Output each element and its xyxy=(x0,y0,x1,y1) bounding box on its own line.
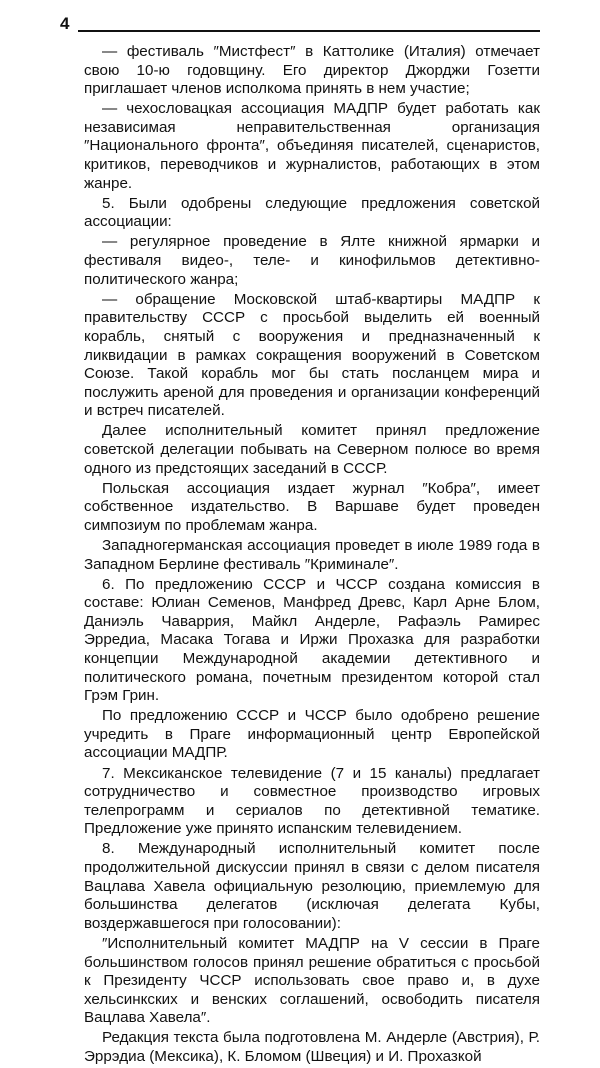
article-body xyxy=(84,43,540,1068)
paragraph-item-8: 8. Международный исполнительный комитет после продолжительной дискуссии принял в связи с делом писателя Вацлава Хавела официальную резолюцию, приемлемую для большинства делегатов (исключая делегата Кубы, воздержавшегося при голосовании): xyxy=(84,840,540,932)
paragraph-czech-association: — чехословацкая ассоциация МАДПР будет работать как независимая неправительственная организация ″Национального фронта″, объединяя писателей, сценаристов, критиков, переводчиков и журналистов, работающих в этом жанре. xyxy=(84,100,540,192)
page-number: 4 xyxy=(60,14,70,33)
paragraph-item-6: 6. По предложению СССР и ЧССР создана комиссия в составе: Юлиан Семенов, Манфред Древс, Карл Арне Блом, Даниэль Чаваррия, Майкл Андерле, Рафаэль Рамирес Эрредиа, Масака Тогава и Иржи Прохазка для разработки концепции Международной академии детективного и политического романа, почетным президентом которой стал Грэм Грин. xyxy=(84,575,540,705)
paragraph-editorial: Редакция текста была подготовлена М. Андерле (Австрия), Р. Эррэдиа (Мексика), К. Бломом (Швеция) и И. Прохазкой xyxy=(84,1029,540,1065)
paragraph-resolution-quote: ″Исполнительный комитет МАДПР на V сессии в Праге большинством голосов принял решение обратиться с просьбой к Президенту ЧССР использовать свое право и, в духе хельсинкских и венских соглашений, освободить писателя Вацлава Хавела″. xyxy=(84,934,540,1027)
header-rule xyxy=(78,30,540,32)
paragraph-polish-association: Польская ассоциация издает журнал ″Кобра″, имеет собственное издательство. В Варшаве будет проведен симпозиум по проблемам жанра. xyxy=(84,479,540,534)
paragraph-mystfest: — фестиваль ″Мистфест″ в Каттолике (Италия) отмечает свою 10-ю годовщину. Его директор Джорджи Гозетти приглашает членов исполкома принять в нем участие; xyxy=(84,43,540,98)
paragraph-warship: — обращение Московской штаб-квартиры МАДПР к правительству СССР с просьбой выделить ей военный корабль, снятый с вооружения и предназначенный к ликвидации в рамках сокращения вооружений в Советском Союзе. Такой корабль мог бы стать посланцем мира и послужить ареной для проведения и организации конференций и встреч писателей. xyxy=(84,290,540,420)
paragraph-item-5: 5. Были одобрены следующие предложения советской ассоциации: xyxy=(84,194,540,231)
paragraph-west-german-association: Западногерманская ассоциация проведет в июле 1989 года в Западном Берлине фестиваль ″Криминале″. xyxy=(84,536,540,573)
paragraph-north-pole: Далее исполнительный комитет принял предложение советской делегации побывать на Северном полюсе во время одного из предстоящих заседаний в СССР. xyxy=(84,422,540,477)
paragraph-prague-center: По предложению СССР и ЧССР было одобрено решение учредить в Праге информационный центр Европейской ассоциации МАДПР. xyxy=(84,707,540,762)
paragraph-item-7: 7. Мексиканское телевидение (7 и 15 каналы) предлагает сотрудничество и совместное производство игровых телепрограмм и сериалов по детективной тематике. Предложение уже принято испанским телевидением. xyxy=(84,764,540,838)
paragraph-yalta-fair: — регулярное проведение в Ялте книжной ярмарки и фестиваля видео-, теле- и кинофильмов детективно-политического жанра; xyxy=(84,233,540,288)
